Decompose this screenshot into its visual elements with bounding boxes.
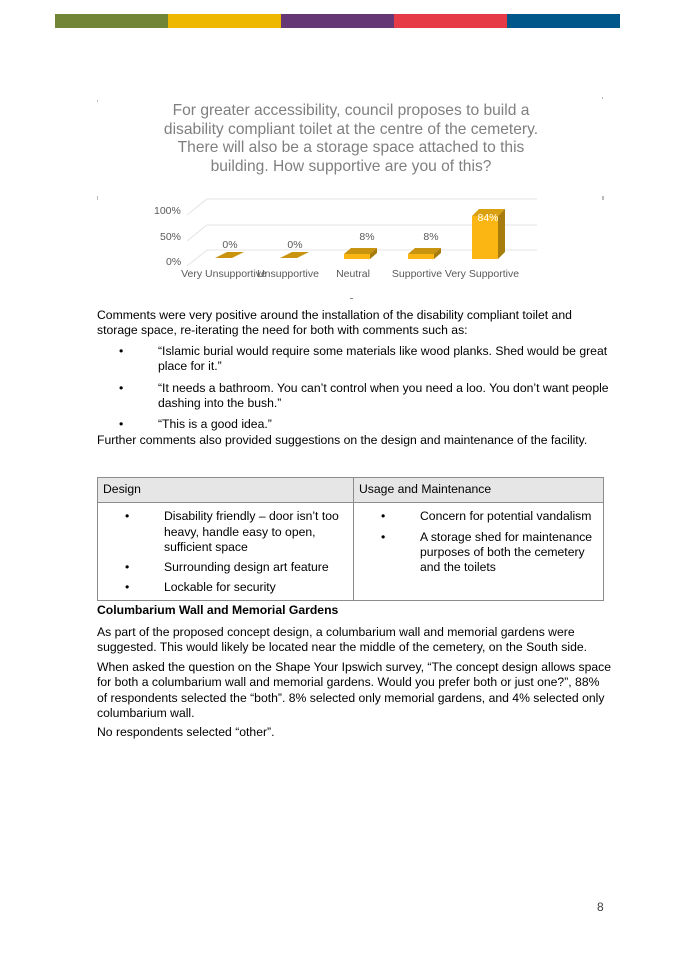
- chart-title-line: building. How supportive are you of this?: [210, 157, 492, 175]
- design-item: [103, 509, 348, 555]
- data-label-unsupportive: 0%: [287, 239, 303, 251]
- design-item-text: Surrounding design art feature: [164, 560, 329, 575]
- further-comments: Further comments also provided suggestions on the design and maintenance of the facility.: [97, 433, 588, 447]
- bullet-icon: •: [381, 509, 386, 524]
- quote-item: [97, 381, 612, 412]
- y-tick-0: 0%: [166, 256, 182, 268]
- usage-item: [359, 509, 598, 524]
- bullet-icon: •: [125, 560, 130, 575]
- section-para-1: As part of the proposed concept design, a columbarium wall and memorial gardens were suggested. This would likely be located near the middle of the cemetery, on the South side.: [97, 625, 588, 655]
- data-label-neutral: 8%: [359, 231, 375, 243]
- design-item-text: Disability friendly – door isn’t too heavy, handle easy to open, sufficient space: [164, 509, 339, 554]
- page-number: 8: [597, 900, 604, 914]
- stripe-purple: [281, 14, 394, 28]
- design-item: [103, 580, 348, 595]
- header-color-stripe: [55, 14, 620, 28]
- x-label-unsupportive: Unsupportive: [257, 268, 319, 280]
- quotes-list: [97, 344, 612, 438]
- suggestions-table: [97, 477, 604, 601]
- usage-item: [359, 530, 598, 576]
- chart-title-line: There will also be a storage space attached to this: [177, 139, 525, 156]
- data-label-supportive: 8%: [423, 231, 439, 243]
- section-para-3: No respondents selected “other”.: [97, 725, 275, 739]
- data-label-very-unsupportive: 0%: [222, 239, 238, 251]
- stripe-green: [55, 14, 168, 28]
- section-para-2: When asked the question on the Shape Your Ipswich survey, “The concept design allows space for both a columbarium wall and memorial gardens. Would you prefer both or just one?”, 88% of respondents selected the “both”. 8% selected only memorial gardens, and 4% selected only columbarium wall.: [97, 660, 611, 720]
- quote-item: [97, 417, 612, 432]
- y-tick-50: 50%: [160, 231, 182, 243]
- usage-item-text: A storage shed for maintenance purposes of both the cemetery and the toilets: [420, 529, 593, 575]
- bullet-icon: •: [125, 580, 130, 595]
- bullet-icon: •: [119, 417, 124, 432]
- comments-intro: Comments were very positive around the installation of the disability compliant toilet and storage space, re-iterating the need for both with comments such as:: [97, 308, 572, 338]
- quote-text: “This is a good idea.”: [158, 417, 272, 432]
- chart-title-line: For greater accessibility, council proposes to build a: [172, 102, 530, 119]
- chart-title-line: disability compliant toilet at the centre of the cemetery.: [163, 120, 539, 138]
- bullet-icon: •: [125, 509, 130, 524]
- header-usage-maintenance: Usage and Maintenance: [354, 478, 604, 503]
- stripe-blue: [507, 14, 620, 28]
- x-label-very-unsupportive: Very Unsupportive: [181, 268, 267, 280]
- x-label-supportive: Supportive: [391, 268, 443, 280]
- data-label-very-supportive: 84%: [477, 212, 499, 224]
- bullet-icon: •: [119, 380, 124, 395]
- design-cell: [98, 503, 354, 600]
- y-tick-100: 100%: [154, 205, 181, 217]
- design-item: [103, 560, 348, 575]
- quote-text: “Islamic burial would require some materials like wood planks. Shed would be great place for it.”: [158, 344, 608, 374]
- section-heading: Columbarium Wall and Memorial Gardens: [97, 603, 339, 617]
- x-label-very-supportive: Very Supportive: [444, 268, 520, 280]
- survey-chart: [97, 95, 605, 300]
- bullet-icon: •: [381, 529, 386, 544]
- quote-text: “It needs a bathroom. You can’t control when you need a loo. You don’t want people dashing into the bush.”: [158, 380, 609, 410]
- stripe-yellow: [168, 14, 281, 28]
- usage-item-text: Concern for potential vandalism: [420, 509, 592, 524]
- stripe-red: [394, 14, 507, 28]
- header-design: Design: [98, 478, 354, 503]
- x-label-neutral: Neutral: [336, 268, 370, 280]
- design-item-text: Lockable for security: [164, 580, 276, 595]
- usage-cell: [354, 503, 604, 600]
- bullet-icon: •: [119, 344, 124, 358]
- quote-item: [97, 344, 612, 375]
